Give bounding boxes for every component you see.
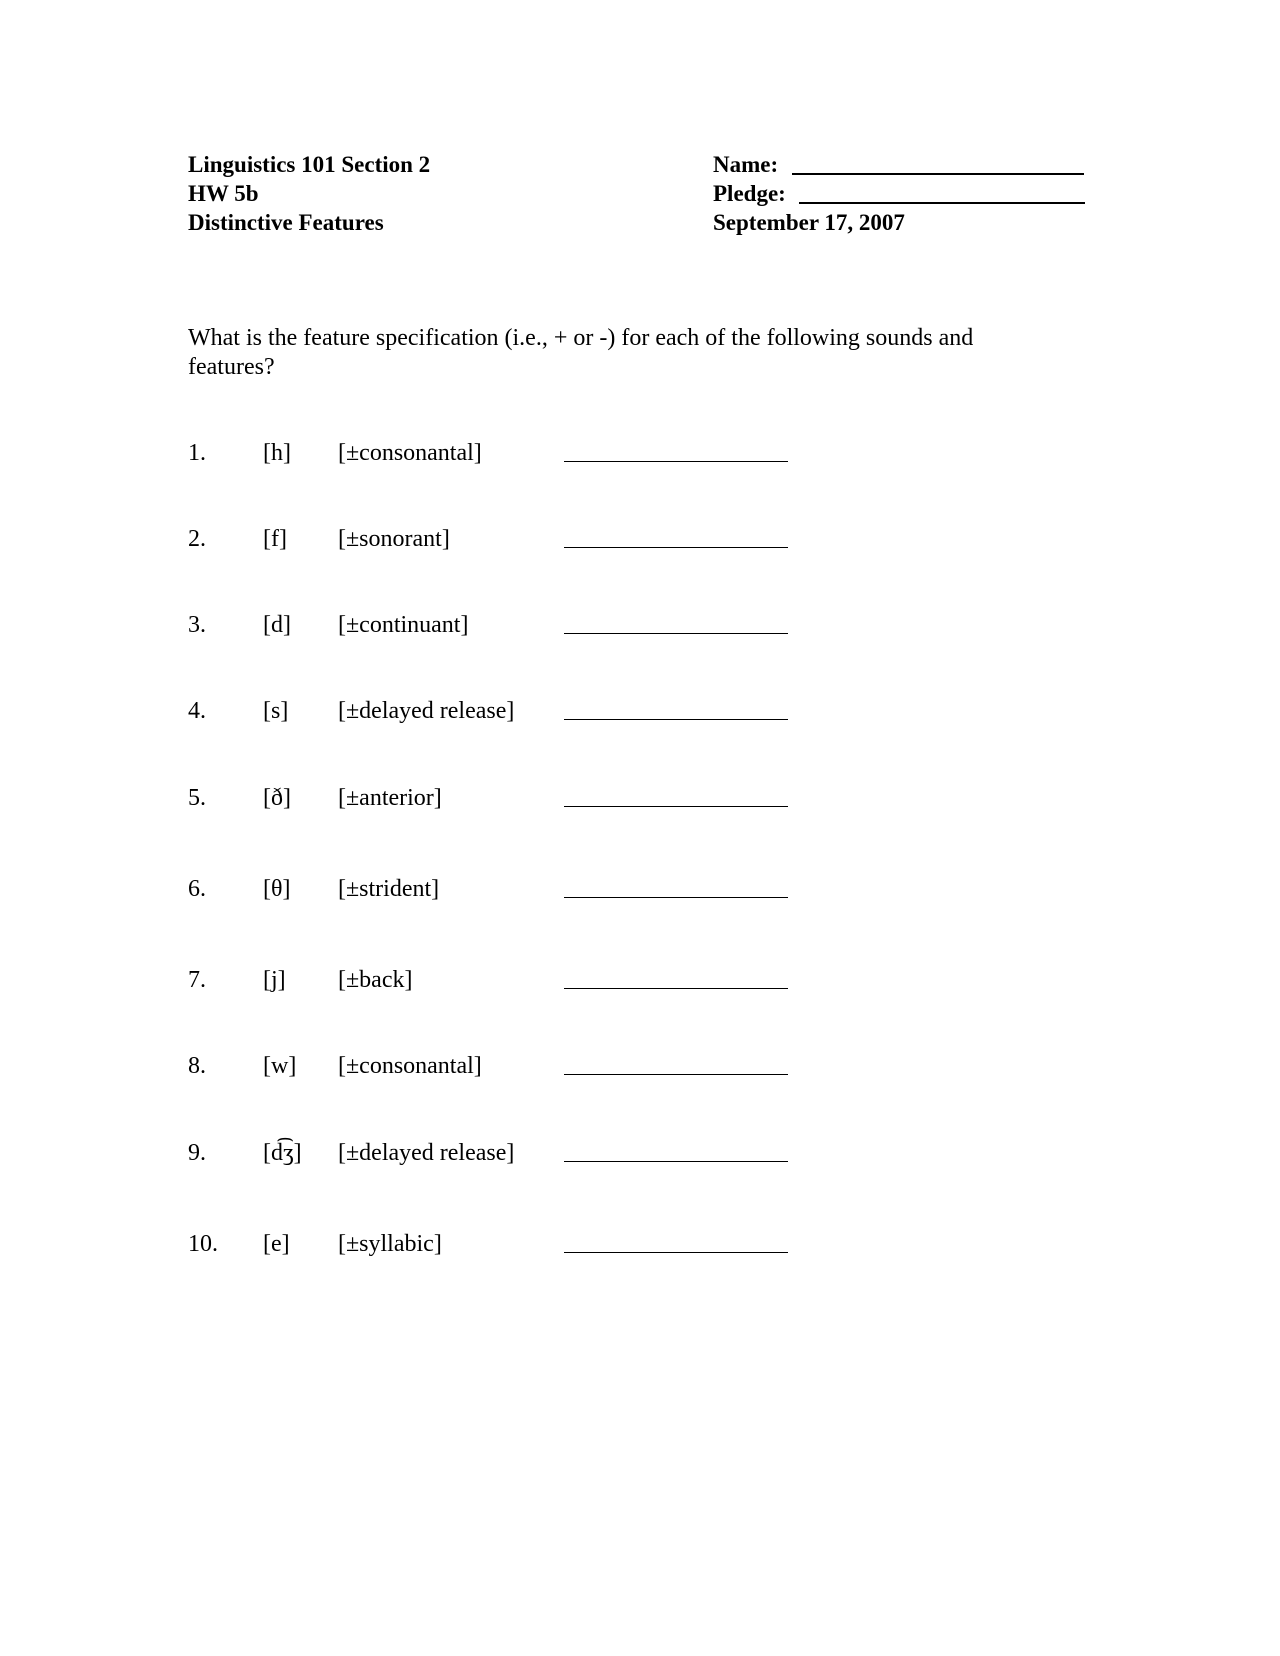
answer-blank-line[interactable] — [564, 633, 788, 634]
question-sound: [f] — [263, 526, 287, 552]
course-title: Linguistics 101 Section 2 — [188, 152, 431, 177]
pledge-blank-line[interactable] — [799, 202, 1085, 204]
assignment-date: September 17, 2007 — [713, 210, 905, 235]
course-header — [188, 150, 430, 237]
question-sound: [w] — [263, 1053, 297, 1079]
question-number: 10. — [188, 1231, 218, 1257]
answer-blank-line[interactable] — [564, 547, 788, 548]
name-blank-line[interactable] — [792, 173, 1084, 175]
answer-blank-line[interactable] — [564, 806, 788, 807]
question-number: 7. — [188, 967, 206, 993]
assignment-title: HW 5b — [188, 181, 259, 206]
question-feature: [±delayed release] — [338, 698, 515, 724]
question-sound: [d͡ʒ] — [263, 1140, 302, 1166]
answer-blank-line[interactable] — [564, 988, 788, 989]
question-feature: [±consonantal] — [338, 1053, 482, 1079]
question-sound: [d] — [263, 612, 291, 638]
name-row — [713, 150, 1085, 179]
student-info — [713, 150, 1085, 237]
question-number: 4. — [188, 698, 206, 724]
question-feature: [±delayed release] — [338, 1140, 515, 1166]
question-sound: [h] — [263, 440, 291, 466]
answer-blank-line[interactable] — [564, 719, 788, 720]
name-label: Name: — [713, 152, 779, 177]
question-feature: [±anterior] — [338, 785, 442, 811]
pledge-label: Pledge: — [713, 181, 786, 206]
question-sound: [ð] — [263, 785, 291, 811]
answer-blank-line[interactable] — [564, 1074, 788, 1075]
question-feature: [±continuant] — [338, 612, 469, 638]
question-number: 1. — [188, 440, 206, 466]
answer-blank-line[interactable] — [564, 461, 788, 462]
question-sound: [θ] — [263, 876, 291, 902]
question-feature: [±back] — [338, 967, 413, 993]
question-number: 6. — [188, 876, 206, 902]
topic-title: Distinctive Features — [188, 210, 384, 235]
answer-blank-line[interactable] — [564, 1252, 788, 1253]
pledge-row — [713, 179, 1085, 208]
question-number: 5. — [188, 785, 206, 811]
question-feature: [±consonantal] — [338, 440, 482, 466]
question-number: 8. — [188, 1053, 206, 1079]
question-feature: [±strident] — [338, 876, 440, 902]
instructions-text: What is the feature specification (i.e., + or -) for each of the following sounds and features? — [188, 325, 974, 380]
question-feature: [±syllabic] — [338, 1231, 442, 1257]
question-number: 9. — [188, 1140, 206, 1166]
question-feature: [±sonorant] — [338, 526, 450, 552]
question-sound: [j] — [263, 967, 286, 993]
answer-blank-line[interactable] — [564, 897, 788, 898]
question-number: 3. — [188, 612, 206, 638]
question-sound: [e] — [263, 1231, 290, 1257]
question-number: 2. — [188, 526, 206, 552]
question-sound: [s] — [263, 698, 289, 724]
answer-blank-line[interactable] — [564, 1161, 788, 1162]
